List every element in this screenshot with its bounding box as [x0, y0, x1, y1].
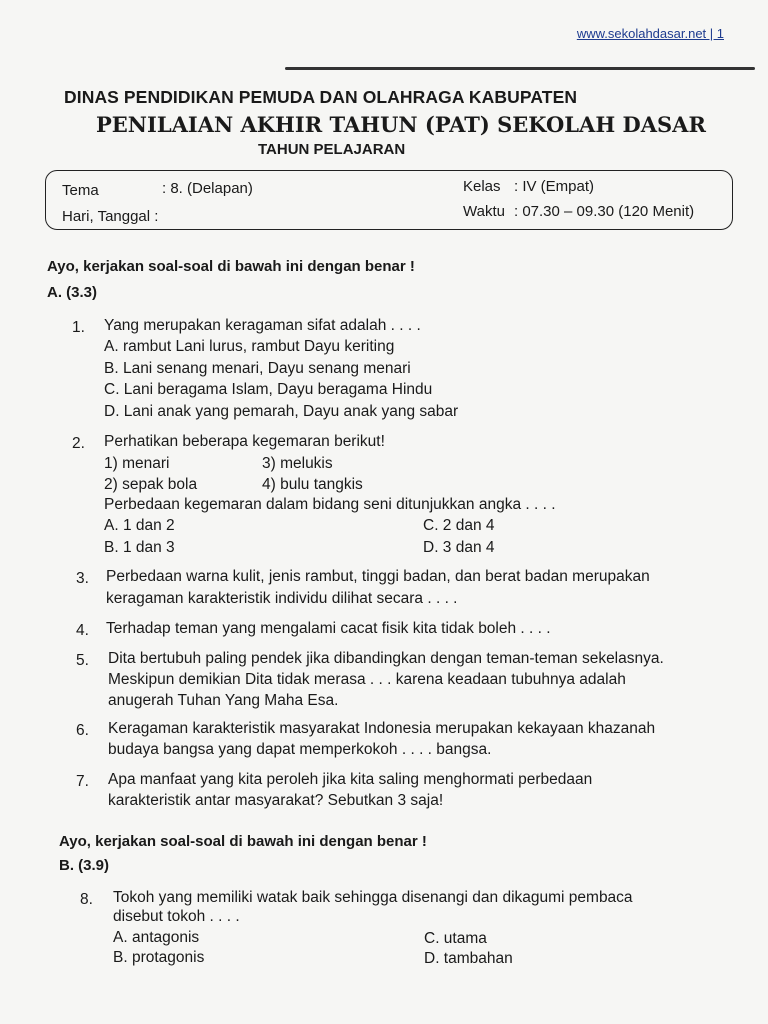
title-tahun: TAHUN PELAJARAN	[258, 141, 406, 158]
section-b-instruction: Ayo, kerjakan soal-soal di bawah ini dengan benar !	[59, 833, 427, 850]
q2-item-3: 3) melukis	[262, 455, 333, 472]
waktu-value: : 07.30 – 09.30 (120 Menit)	[514, 203, 695, 220]
q6-line-2: budaya bangsa yang dapat memperkokoh . . . . bangsa.	[108, 741, 492, 758]
tema-value: : 8. (Delapan)	[162, 180, 253, 197]
title-pat: PENILAIAN AKHIR TAHUN (PAT) SEKOLAH DASAR	[96, 112, 706, 137]
q5-number: 5.	[76, 652, 89, 669]
q4-number: 4.	[76, 622, 89, 639]
q6-number: 6.	[76, 722, 89, 739]
q8-option-a: A. antagonis	[113, 929, 200, 946]
q2-question: Perbedaan kegemaran dalam bidang seni ditunjukkan angka . . . .	[104, 496, 556, 513]
header-rule	[285, 67, 755, 70]
q2-option-c: C. 2 dan 4	[423, 517, 495, 534]
q7-line-2: karakteristik antar masyarakat? Sebutkan 3 saja!	[108, 792, 444, 809]
q1-text: Yang merupakan keragaman sifat adalah . . . .	[104, 317, 421, 334]
q8-number: 8.	[80, 891, 93, 908]
q2-item-2: 2) sepak bola	[104, 476, 198, 493]
q2-number: 2.	[72, 435, 85, 452]
q2-option-b: B. 1 dan 3	[104, 539, 175, 556]
q1-number: 1.	[72, 319, 85, 336]
q8-option-b: B. protagonis	[113, 949, 205, 966]
q8-option-c: C. utama	[424, 930, 487, 947]
waktu-label: Waktu	[463, 203, 505, 220]
q1-option-a: A. rambut Lani lurus, rambut Dayu keriting	[104, 338, 395, 355]
hari-tanggal-label: Hari, Tanggal :	[62, 208, 159, 225]
site-link[interactable]: www.sekolahdasar.net | 1	[576, 26, 724, 41]
q8-line-1: Tokoh yang memiliki watak baik sehingga disenangi dan dikagumi pembaca	[113, 889, 633, 906]
q1-option-c: C. Lani beragama Islam, Dayu beragama Hindu	[104, 381, 433, 398]
q5-line-1: Dita bertubuh paling pendek jika dibandingkan dengan teman-teman sekelasnya.	[108, 650, 664, 667]
q2-option-d: D. 3 dan 4	[423, 539, 495, 556]
q3-line-2: keragaman karakteristik individu dilihat secara . . . .	[106, 590, 458, 607]
q7-line-1: Apa manfaat yang kita peroleh jika kita saling menghormati perbedaan	[108, 771, 593, 788]
q1-option-b: B. Lani senang menari, Dayu senang menari	[104, 360, 411, 377]
section-a-instruction: Ayo, kerjakan soal-soal di bawah ini dengan benar !	[47, 258, 415, 275]
q4-line-1: Terhadap teman yang mengalami cacat fisik kita tidak boleh . . . .	[106, 620, 551, 637]
q1-option-d: D. Lani anak yang pemarah, Dayu anak yang sabar	[104, 403, 459, 420]
q8-line-2: disebut tokoh . . . .	[113, 908, 240, 925]
section-a-label: A. (3.3)	[47, 284, 98, 301]
q3-number: 3.	[76, 570, 89, 587]
kelas-label: Kelas	[463, 178, 501, 195]
q2-item-1: 1) menari	[104, 455, 170, 472]
section-b-label: B. (3.9)	[59, 857, 110, 874]
kelas-value: : IV (Empat)	[514, 178, 595, 195]
q2-item-4: 4) bulu tangkis	[262, 476, 363, 493]
tema-label: Tema	[62, 182, 99, 199]
q2-text: Perhatikan beberapa kegemaran berikut!	[104, 433, 385, 450]
q2-option-a: A. 1 dan 2	[104, 517, 175, 534]
q6-line-1: Keragaman karakteristik masyarakat Indonesia merupakan kekayaan khazanah	[108, 720, 656, 737]
q5-line-3: anugerah Tuhan Yang Maha Esa.	[108, 692, 339, 709]
title-dinas: DINAS PENDIDIKAN PEMUDA DAN OLAHRAGA KABUPATEN	[64, 87, 578, 107]
q5-line-2: Meskipun demikian Dita tidak merasa . . . karena keadaan tubuhnya adalah	[108, 671, 626, 688]
q3-line-1: Perbedaan warna kulit, jenis rambut, tinggi badan, dan berat badan merupakan	[106, 568, 650, 585]
q7-number: 7.	[76, 773, 89, 790]
q8-option-d: D. tambahan	[424, 950, 513, 967]
